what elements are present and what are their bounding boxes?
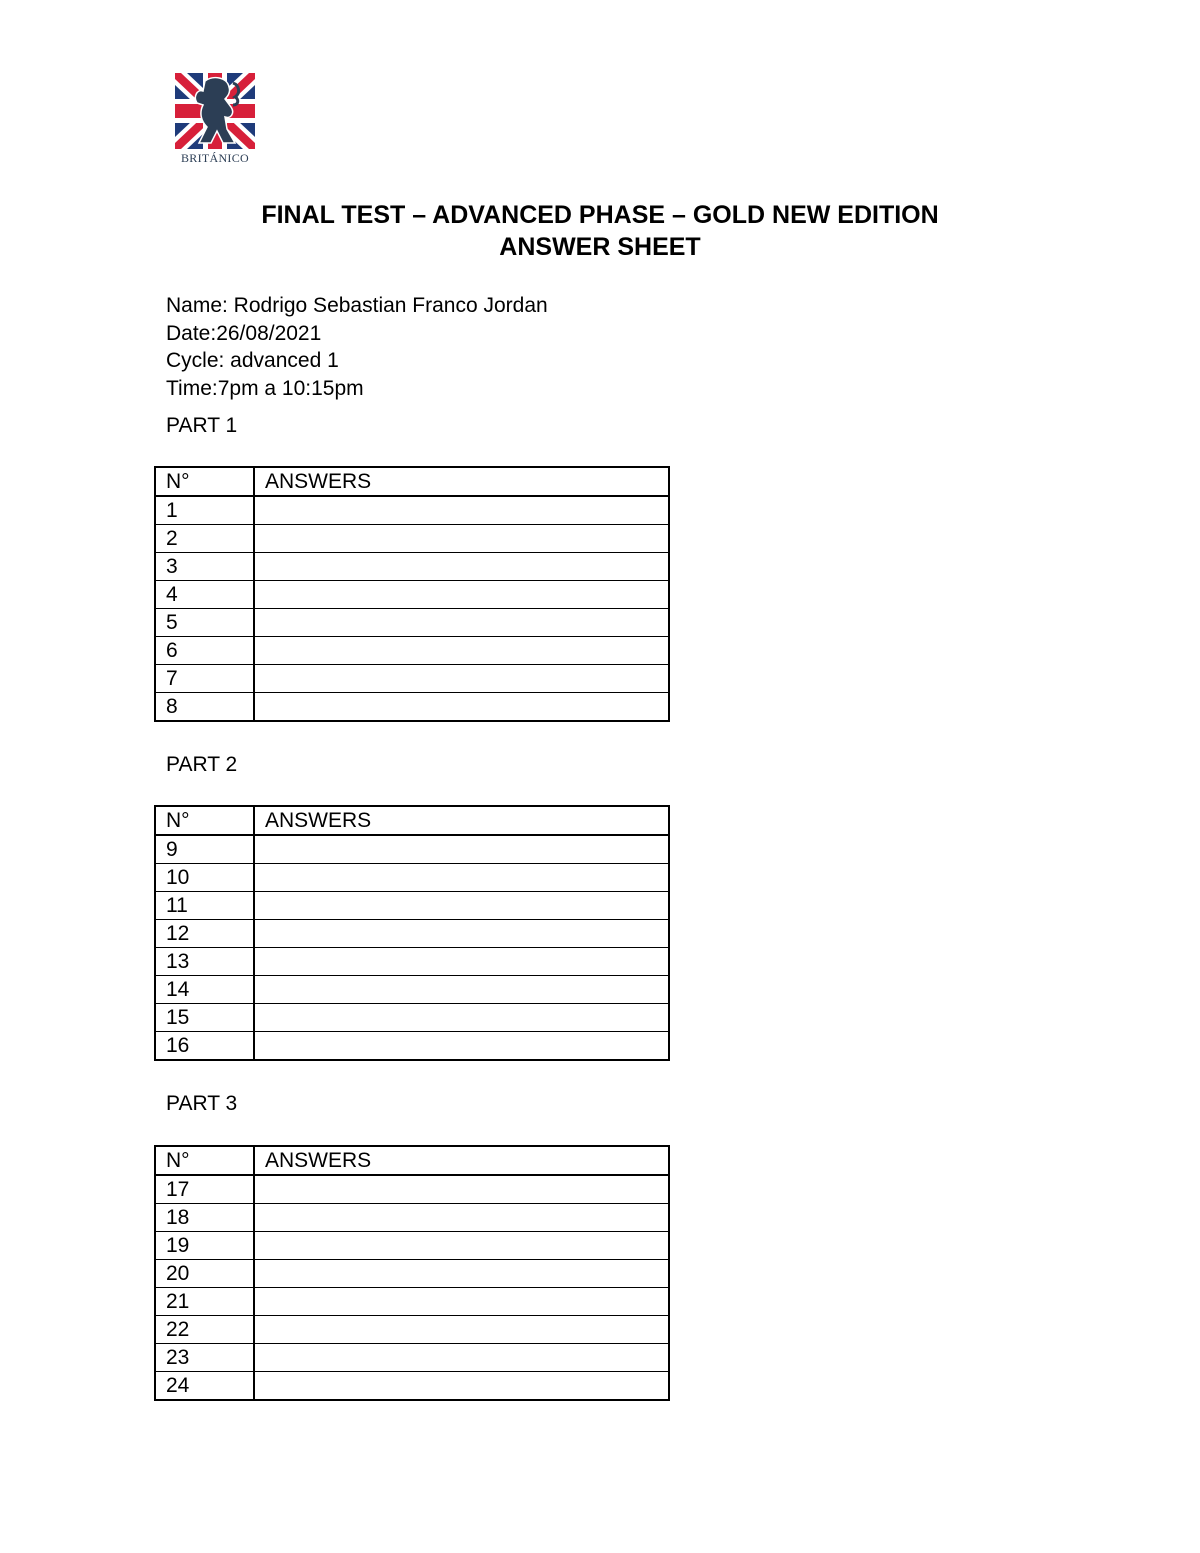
table-row <box>155 976 669 1004</box>
document-title <box>0 199 1200 263</box>
part-1-answer-table <box>154 466 670 722</box>
answer-cell[interactable] <box>254 1004 669 1032</box>
answer-cell[interactable] <box>254 835 669 864</box>
question-number: 24 <box>155 1372 254 1401</box>
part-2-label: PART 2 <box>166 753 238 776</box>
question-number: 16 <box>155 1032 254 1061</box>
answer-cell[interactable] <box>254 1175 669 1204</box>
answer-cell[interactable] <box>254 665 669 693</box>
union-jack-lion-icon <box>175 73 255 149</box>
answer-cell[interactable] <box>254 693 669 722</box>
part-3-answer-table <box>154 1145 670 1401</box>
answer-cell[interactable] <box>254 1232 669 1260</box>
cycle: Cycle: advanced 1 <box>166 349 339 372</box>
question-number: 15 <box>155 1004 254 1032</box>
column-header-number: N° <box>155 806 254 835</box>
table-row <box>155 1260 669 1288</box>
student-name: Name: Rodrigo Sebastian Franco Jordan <box>166 294 548 317</box>
table-row <box>155 1344 669 1372</box>
question-number: 1 <box>155 496 254 525</box>
table-row <box>155 1175 669 1204</box>
student-info <box>166 292 548 402</box>
part-2-answer-table <box>154 805 670 1061</box>
column-header-answers: ANSWERS <box>254 806 669 835</box>
question-number: 3 <box>155 553 254 581</box>
table-row <box>155 665 669 693</box>
britanico-logo <box>175 73 255 168</box>
answer-cell[interactable] <box>254 976 669 1004</box>
question-number: 10 <box>155 864 254 892</box>
test-date: Date:26/08/2021 <box>166 321 322 345</box>
column-header-number: N° <box>155 1146 254 1175</box>
table-row <box>155 892 669 920</box>
question-number: 8 <box>155 693 254 722</box>
question-number: 22 <box>155 1316 254 1344</box>
answer-cell[interactable] <box>254 1288 669 1316</box>
answer-cell[interactable] <box>254 1316 669 1344</box>
test-time: Time:7pm a 10:15pm <box>166 376 364 400</box>
answer-cell[interactable] <box>254 920 669 948</box>
table-row <box>155 525 669 553</box>
answer-cell[interactable] <box>254 496 669 525</box>
answer-cell[interactable] <box>254 1372 669 1401</box>
question-number: 2 <box>155 525 254 553</box>
table-row <box>155 553 669 581</box>
logo-wordmark: BRITÁNICO <box>180 151 250 165</box>
table-row <box>155 609 669 637</box>
table-header-row <box>155 1146 669 1175</box>
question-number: 21 <box>155 1288 254 1316</box>
table-row <box>155 1288 669 1316</box>
question-number: 9 <box>155 835 254 864</box>
question-number: 7 <box>155 665 254 693</box>
answer-cell[interactable] <box>254 609 669 637</box>
table-row <box>155 496 669 525</box>
table-row <box>155 1372 669 1401</box>
answer-cell[interactable] <box>254 948 669 976</box>
table-row <box>155 864 669 892</box>
part-1-label: PART 1 <box>166 414 238 437</box>
column-header-answers: ANSWERS <box>254 1146 669 1175</box>
question-number: 23 <box>155 1344 254 1372</box>
table-header-row <box>155 467 669 496</box>
table-header-row <box>155 806 669 835</box>
answer-cell[interactable] <box>254 864 669 892</box>
column-header-answers: ANSWERS <box>254 467 669 496</box>
question-number: 18 <box>155 1204 254 1232</box>
question-number: 4 <box>155 581 254 609</box>
question-number: 20 <box>155 1260 254 1288</box>
question-number: 12 <box>155 920 254 948</box>
table-row <box>155 581 669 609</box>
question-number: 13 <box>155 948 254 976</box>
table-row <box>155 1204 669 1232</box>
question-number: 14 <box>155 976 254 1004</box>
table-row <box>155 693 669 722</box>
answer-cell[interactable] <box>254 892 669 920</box>
answer-cell[interactable] <box>254 1032 669 1061</box>
part-3-label: PART 3 <box>166 1092 238 1115</box>
answer-cell[interactable] <box>254 637 669 665</box>
question-number: 19 <box>155 1232 254 1260</box>
answer-cell[interactable] <box>254 1204 669 1232</box>
answer-cell[interactable] <box>254 1260 669 1288</box>
question-number: 17 <box>155 1175 254 1204</box>
question-number: 6 <box>155 637 254 665</box>
title-line-1: FINAL TEST – ADVANCED PHASE – GOLD NEW EDITION <box>261 201 939 229</box>
table-row <box>155 1316 669 1344</box>
answer-cell[interactable] <box>254 553 669 581</box>
question-number: 5 <box>155 609 254 637</box>
table-row <box>155 835 669 864</box>
table-row <box>155 948 669 976</box>
table-row <box>155 1004 669 1032</box>
answer-cell[interactable] <box>254 581 669 609</box>
table-row <box>155 920 669 948</box>
answer-cell[interactable] <box>254 525 669 553</box>
title-line-2: ANSWER SHEET <box>499 233 701 261</box>
question-number: 11 <box>155 892 254 920</box>
table-row <box>155 1032 669 1061</box>
answer-cell[interactable] <box>254 1344 669 1372</box>
table-row <box>155 1232 669 1260</box>
table-row <box>155 637 669 665</box>
column-header-number: N° <box>155 467 254 496</box>
